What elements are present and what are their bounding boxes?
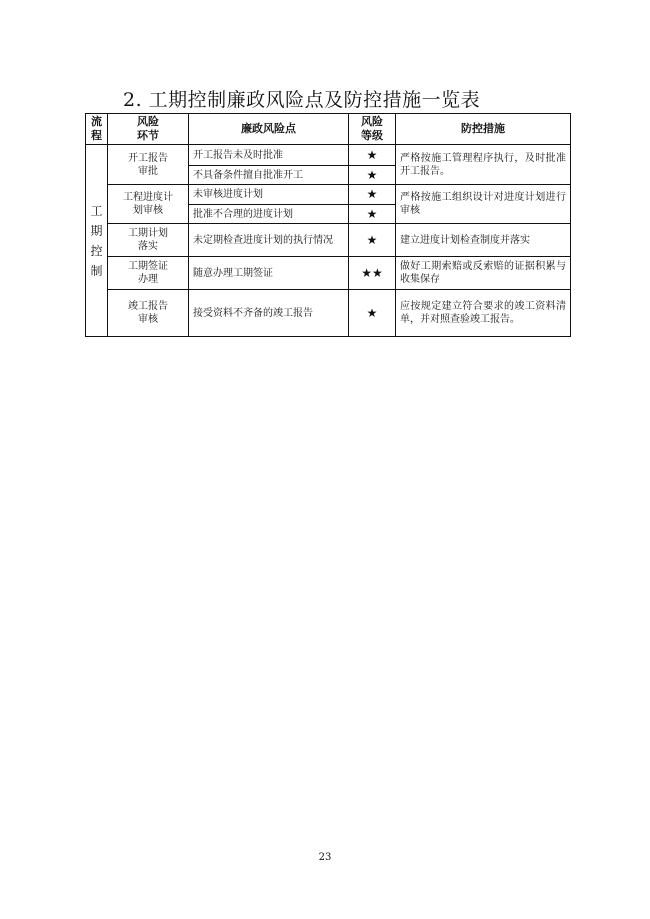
header-process: 流 程 (86, 114, 108, 145)
link-cell: 工期签证 办理 (108, 257, 189, 290)
table-row (86, 290, 571, 337)
risk-point-cell: 随意办理工期签证 (189, 257, 349, 290)
risk-level-cell: ★ (349, 224, 396, 257)
process-cell: 工 期 控 制 (86, 145, 108, 337)
risk-point-cell: 批准不合理的进度计划 (189, 205, 349, 224)
table-row (86, 185, 571, 205)
measure-cell: 严格按施工组织设计对进度计划进行审核 (396, 185, 571, 224)
risk-level-cell: ★ (349, 205, 396, 224)
risk-level-cell: ★ (349, 290, 396, 337)
risk-level-cell: ★ (349, 166, 396, 185)
measure-cell: 应按规定建立符合要求的竣工资料清单，并对照查验竣工报告。 (396, 290, 571, 337)
table-header-row (86, 114, 571, 145)
risk-point-cell: 不具备条件擅自批准开工 (189, 166, 349, 185)
header-risk-point: 廉政风险点 (189, 114, 349, 145)
risk-point-cell: 未审核进度计划 (189, 185, 349, 205)
header-measures: 防控措施 (396, 114, 571, 145)
risk-level-cell: ★ (349, 185, 396, 205)
measure-cell: 建立进度计划检查制度并落实 (396, 224, 571, 257)
link-cell: 工程进度计 划审核 (108, 185, 189, 224)
table-row (86, 145, 571, 166)
page-title: 2. 工期控制廉政风险点及防控措施一览表 (123, 89, 481, 111)
page-number: 23 (318, 852, 332, 863)
table-row (86, 257, 571, 290)
header-level: 风险 等级 (349, 114, 396, 145)
link-cell: 开工报告 审批 (108, 145, 189, 185)
risk-point-cell: 开工报告未及时批准 (189, 145, 349, 166)
link-cell: 工期计划 落实 (108, 224, 189, 257)
header-link: 风险 环节 (108, 114, 189, 145)
risk-level-cell: ★ (349, 145, 396, 166)
table-row (86, 224, 571, 257)
risk-point-cell: 未定期检查进度计划的执行情况 (189, 224, 349, 257)
measure-cell: 严格按施工管理程序执行，及时批准开工报告。 (396, 145, 571, 185)
measure-cell: 做好工期索赔或反索赔的证据积累与收集保存 (396, 257, 571, 290)
risk-point-cell: 接受资料不齐备的竣工报告 (189, 290, 349, 337)
risk-table (85, 113, 571, 337)
risk-level-cell: ★★ (349, 257, 396, 290)
link-cell: 竣工报告 审核 (108, 290, 189, 337)
